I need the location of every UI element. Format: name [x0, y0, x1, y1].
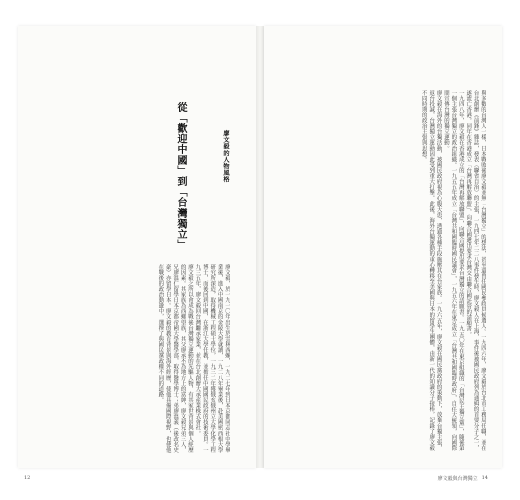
- right-body-text: [419, 90, 486, 452]
- running-footer-title: 廖文毅與台灣獨立: [437, 476, 478, 482]
- left-paragraph-2: 廖文毅之所以會成為戰後台灣獨立運動的先驅人物，有其家世背景與個人經歷的因素。其家族為西螺望族，其父廖承丕為地方上的富紳，廖文毅兄弟三人，兄廖溫仁留學日本京都帝國大學醫學部，取得醫學博士；弟廖溫義（後改名史豪）亦留學日本。廖文毅的教育背景與海外經歷，使他具備國際視野，也使他在戰後的政治動盪中，選擇了與國民黨政權不同的道路。: [157, 264, 193, 453]
- right-footer: [438, 475, 488, 482]
- page-number-left: 12: [24, 475, 31, 481]
- left-body-text: [156, 264, 230, 454]
- right-paragraph-3: 廖文毅在海外的台獨活動，被國民政府視為心腹大患，透過各種手段施壓其在台家族。一九六五年，廖文毅在國民黨政府的策動下，放棄台獨主張，返台投誠，台灣獨立運動因此受到重大打擊。此後，海外台獨運動的重心轉移至美國與日本的留學生團體，由新一代的知識分子接棒，記錄了廖文毅不同時期的政治主張與思想。: [420, 90, 442, 451]
- right-page: [264, 26, 502, 482]
- page-number-right: 14: [481, 475, 488, 481]
- left-page: [18, 26, 256, 481]
- book-gutter: [256, 26, 264, 468]
- section-heading: 廖文毅的人物風格: [222, 130, 229, 183]
- right-paragraph-1: 與多數的台灣人一樣，日本戰敗後廖文毅並無「台灣獨立」的想法，甚至還曾任國民參政員候選人。一九四六年，廖文毅於台北市工務局任職，並在台北創辦《前鋒》雜誌，發表〈聯省自治〉的主張，一九四七年二二八事件發生時，廖文毅人在上海，事件後被國民政府列為通緝的首要分子之一，遂流亡香港。同年在香港成立「台灣再解放聯盟」，向聯合國遞出要求台灣交由聯合國託管的請願書。: [465, 90, 486, 451]
- left-paragraph-1: 廖文毅，於一九一〇年出生於雲林西螺，一九二七年到日本京都同志社中學畢業後，進入中國南京的金陵大學就讀，一九二八年畢業後，赴美國密西根大學研究所深造，取得機械工程碩士學位，一九三二年獲俄亥俄州立大學化學工程博士，而後回到中國，在浙江大學任教，並擔任中國國民政府的技術委員。一九三五年，廖文毅回台灣繼承家業，並在台北創辦大承產業株式會社。: [194, 264, 230, 453]
- chapter-title: 從「歡迎中國」到「台灣獨立」: [175, 102, 186, 251]
- right-paragraph-2: 一九四八年，廖文毅在香港成立的「台灣再解放聯盟」，向聯合國提出要求台灣獨立的請願書。一九五〇年在東京組織的「台灣民主獨立黨」，隨後第一個主張台灣獨立的政治組織。一九五五年成立「台灣共和國臨時國民議會」，一九五六年在東京成立「台灣共和國臨時政府」，自任大統領，向國際間宣傳台灣的獨立運動。: [442, 90, 464, 451]
